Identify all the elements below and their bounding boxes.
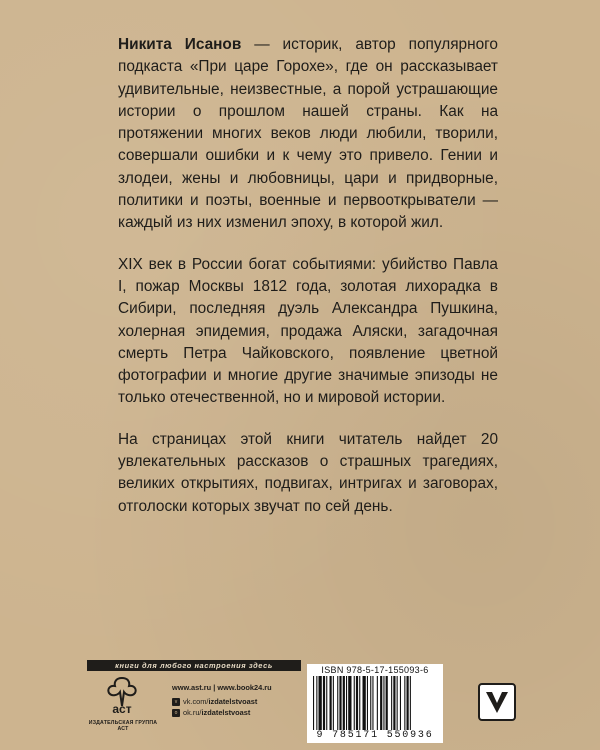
publisher-links (172, 683, 272, 719)
barcode-bar (407, 676, 409, 730)
barcode-bar (316, 676, 317, 730)
barcode-bar (333, 676, 334, 730)
author-name: Никита Исанов (118, 36, 242, 53)
barcode-bar (370, 676, 371, 730)
paragraph-1-text: — историк, автор популярного подкаста «При царе Горохе», где он рассказывает удивительные, неизвестные, а порой устрашающие истории о прошлом нашей страны. Как на протяжении многих веков люди любили, творили, совершали ошибки и к чему это привело. Гении и злодеи, жены и любовницы, цари и придворные, политики и поэты, военные и первооткрыватели — каждый из них изменил эпоху, в которой жил. (118, 36, 498, 232)
barcode-bar (372, 676, 373, 730)
paragraph-author (118, 34, 498, 235)
barcode-digits: 9 785171 550936 (316, 730, 434, 741)
websites[interactable]: www.ast.ru | www.book24.ru (172, 683, 272, 692)
publisher-caption: ИЗДАТЕЛЬСКАЯ ГРУППА АСТ (88, 720, 158, 732)
barcode-bar (380, 676, 382, 730)
barcode-bar (326, 676, 327, 730)
barcode-bar (354, 676, 355, 730)
vk-handle: izdatelstvoast (208, 697, 258, 706)
ok-prefix: ok.ru/ (183, 708, 202, 717)
paragraph-2: XIX век в России богат событиями: убийство Павла I, пожар Москвы 1812 года, золотая лихорадка в Сибири, последняя дуэль Александра Пушкина, холерная эпидемия, продажа Аляски, загадочная смерть Петра Чайковского, появление цветной фотографии и многие другие значимые эпизоды не только отечественной, но и мировой истории. (118, 255, 498, 407)
barcode-bar (391, 676, 392, 730)
vk-icon: v (172, 698, 180, 706)
barcode-bar (343, 676, 345, 730)
barcode-bar (404, 676, 405, 730)
barcode (307, 664, 443, 743)
barcode-bar (319, 676, 322, 730)
publisher-logo (88, 676, 158, 734)
barcode-bar (383, 676, 384, 730)
barcode-bar (367, 676, 368, 730)
barcode-bar (397, 676, 398, 730)
barcode-bar (337, 676, 338, 730)
logo-wordmark: аст (112, 702, 132, 714)
tagline-bar: книги для любого настроения здесь (87, 660, 301, 671)
barcode-bar (348, 676, 351, 730)
barcode-bar (339, 676, 341, 730)
barcode-bar (346, 676, 347, 730)
v-check-icon (478, 683, 516, 721)
barcode-bar (393, 676, 395, 730)
barcode-bar (356, 676, 358, 730)
isbn-label: ISBN 978-5-17-155093-6 (321, 665, 429, 675)
ok-icon: o (172, 709, 180, 717)
barcode-bar (377, 676, 378, 730)
barcode-bar (359, 676, 360, 730)
barcode-bar (400, 676, 401, 730)
barcode-bar (313, 676, 314, 730)
paragraph-3: На страницах этой книги читатель найдет 20 увлекательных рассказов о страшных трагедиях, великих открытиях, подвигах, интригах и заговорах, отголоски которых звучат по сей день. (118, 430, 498, 515)
vk-prefix: vk.com/ (183, 697, 209, 706)
ok-handle: izdatelstvoast (201, 708, 251, 717)
ast-logo-icon (102, 676, 142, 714)
barcode-bar (323, 676, 325, 730)
back-cover-text (118, 34, 498, 537)
ok-link[interactable] (172, 708, 272, 717)
barcode-bar (363, 676, 366, 730)
barcode-bar (386, 676, 388, 730)
barcode-bars (313, 676, 437, 730)
barcode-bar (330, 676, 332, 730)
vk-link[interactable] (172, 697, 272, 706)
barcode-bar (410, 676, 411, 730)
